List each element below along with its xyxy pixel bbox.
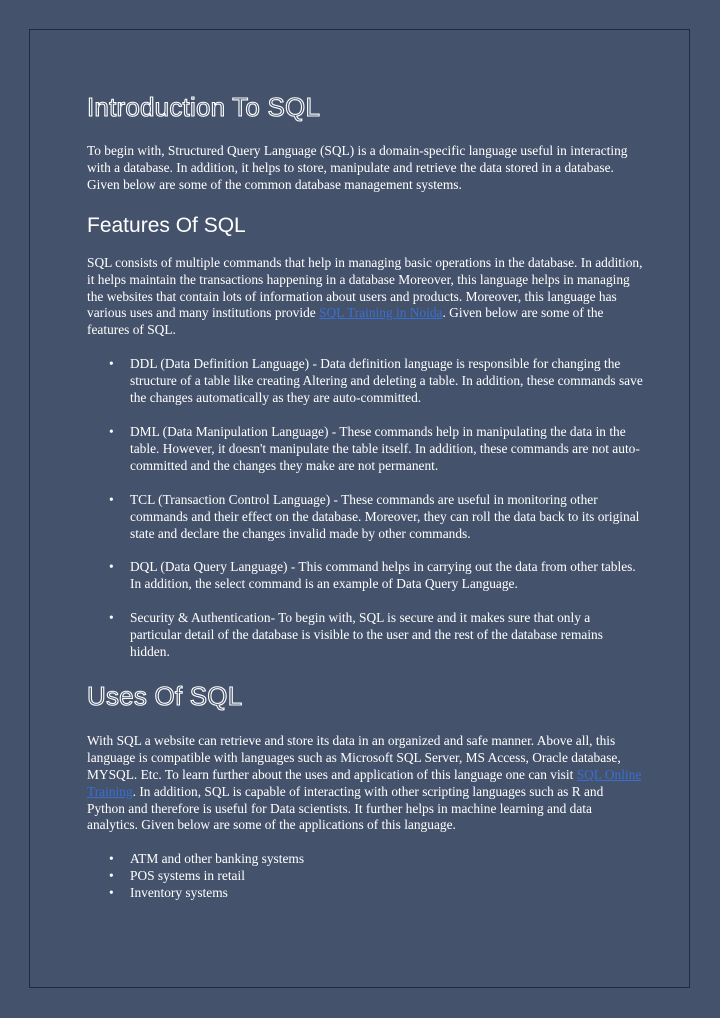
list-item xyxy=(87,424,643,475)
list-item-text: ATM and other banking systems xyxy=(130,851,305,867)
sql-online-training-link[interactable]: SQL Online Training xyxy=(87,766,642,799)
list-item-text: POS systems in retail xyxy=(130,868,245,884)
features-list xyxy=(87,356,643,661)
features-paragraph-text-a: SQL consists of multiple commands that help in managing basic operations in the database. In addition, it helps maintain the transactions happening in a database Moreover, this language helps in managing the websites that contain lots of information about users and products. Moreover, this language has various uses and many institutions provide xyxy=(87,254,643,321)
bullet-icon: • xyxy=(109,868,114,884)
uses-paragraph-text-a: With SQL a website can retrieve and store its data in an organized and safe manner. Above all, this language is compatible with languages such as Microsoft SQL Server, MS Access, Oracle database, MYSQL. Etc. To learn further about the uses and application of this language one can visit xyxy=(87,732,621,782)
applications-list xyxy=(87,851,643,902)
list-item-text: DDL (Data Definition Language) - Data definition language is responsible for changing the structure of a table like creating Altering and deleting a table. In addition, these commands save the changes automatically as they are auto-committed. xyxy=(130,356,643,406)
uses-paragraph-text-b: . In addition, SQL is capable of interacting with other scripting languages such as R and Python and therefore is useful for Data scientists. It further helps in machine learning and data analytics. Given below are some of the applications of this language. xyxy=(87,783,604,833)
uses-paragraph xyxy=(87,733,643,834)
bullet-icon: • xyxy=(109,356,114,372)
sql-training-link[interactable]: SQL Training in Noida xyxy=(319,305,443,321)
bullet-icon: • xyxy=(109,559,114,575)
bullet-icon: • xyxy=(109,610,114,626)
list-item xyxy=(87,356,643,407)
bullet-icon: • xyxy=(109,851,114,867)
intro-paragraph: To begin with, Structured Query Language (SQL) is a domain-specific language useful in interacting with a database. In addition, it helps to store, manipulate and retrieve the data stored in a database. Given below are some of the common database management systems. xyxy=(87,143,628,192)
heading-introduction: Introduction To SQL xyxy=(87,92,321,122)
list-item-text: Security & Authentication- To begin with, SQL is secure and it makes sure that only a particular detail of the database is visible to the user and the rest of the database remains hidden. xyxy=(130,610,603,660)
bullet-icon: • xyxy=(109,491,114,507)
list-item-text: Inventory systems xyxy=(130,885,228,901)
bullet-icon: • xyxy=(109,885,114,901)
document-body xyxy=(87,90,643,902)
heading-features: Features Of SQL xyxy=(87,213,246,237)
list-item xyxy=(87,885,643,902)
list-item-text: TCL (Transaction Control Language) - These commands are useful in monitoring other commands and their effect on the database. Moreover, they can roll the data back to its original state and declare the changes invalid made by other commands. xyxy=(130,491,640,541)
list-item-text: DML (Data Manipulation Language) - These commands help in manipulating the data in the table. However, it doesn't manipulate the table itself. In addition, these commands are not auto-committed and the changes they make are not permanent. xyxy=(130,423,640,473)
list-item xyxy=(87,492,643,543)
list-item-text: DQL (Data Query Language) - This command helps in carrying out the data from other tables. In addition, the select command is an example of Data Query Language. xyxy=(130,559,636,592)
features-paragraph xyxy=(87,255,643,340)
list-item xyxy=(87,851,643,868)
list-item xyxy=(87,868,643,885)
list-item xyxy=(87,610,643,661)
list-item xyxy=(87,559,643,593)
heading-uses: Uses Of SQL xyxy=(87,680,243,711)
features-paragraph-text-b: . Given below are some of the features of SQL. xyxy=(87,305,604,338)
bullet-icon: • xyxy=(109,423,114,439)
